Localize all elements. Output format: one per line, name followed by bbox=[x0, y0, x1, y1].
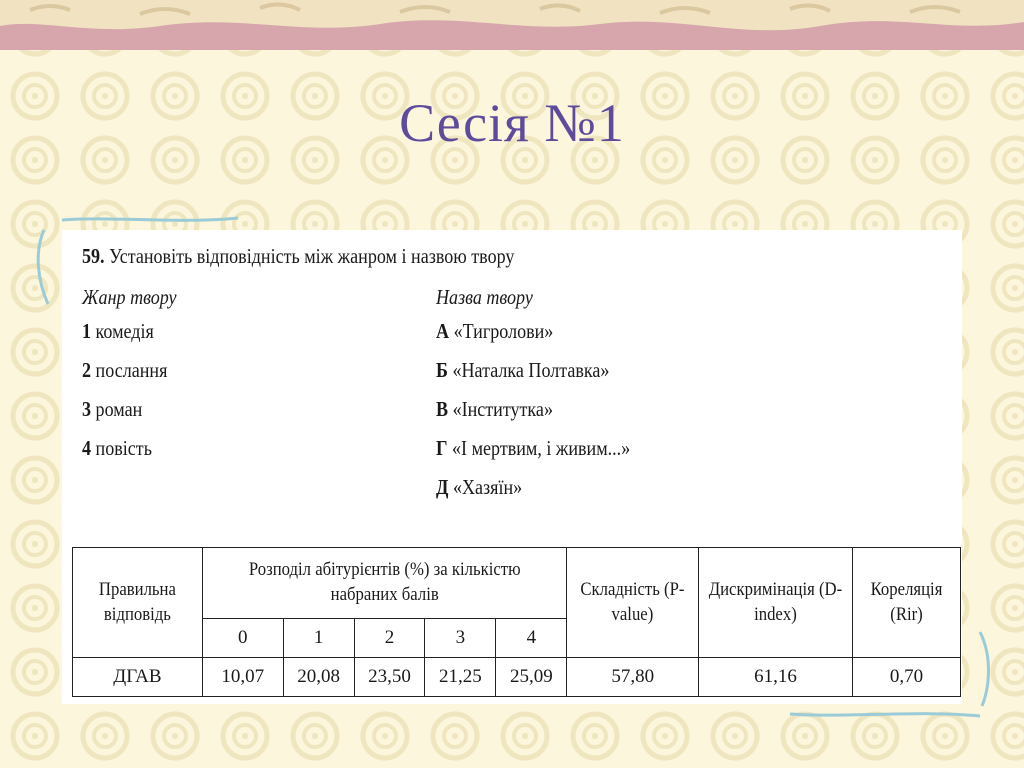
genre-label: повість bbox=[95, 436, 152, 460]
title-column bbox=[436, 282, 662, 507]
title-label: «І мертвим, і живим...» bbox=[452, 436, 631, 460]
title-item bbox=[436, 312, 630, 351]
title-key: А bbox=[436, 319, 450, 343]
title-item bbox=[436, 429, 630, 468]
header-correlation: Кореляція (Rir) bbox=[852, 548, 960, 658]
genre-key: 3 bbox=[82, 397, 92, 421]
score-header: 0 bbox=[202, 619, 283, 658]
correct-answer-cell: ДГАВ bbox=[73, 658, 203, 697]
slide-title: Сесія №1 bbox=[399, 93, 625, 153]
genre-key: 2 bbox=[82, 358, 92, 382]
score-header: 3 bbox=[425, 619, 496, 658]
title-label: «Хазяїн» bbox=[452, 475, 523, 499]
question-number: 59. bbox=[82, 244, 105, 268]
header-discrimination: Дискримінація (D-index) bbox=[699, 548, 853, 658]
question-heading bbox=[82, 244, 514, 269]
score-cell: 21,25 bbox=[425, 658, 496, 697]
genre-label: роман bbox=[95, 397, 143, 421]
genre-key: 1 bbox=[82, 319, 92, 343]
header-distribution: Розподіл абітурієнтів (%) за кількістю набраних балів bbox=[202, 548, 566, 619]
table-row bbox=[73, 658, 961, 697]
score-header: 4 bbox=[496, 619, 567, 658]
genre-key: 4 bbox=[82, 436, 92, 460]
genre-item bbox=[82, 390, 177, 429]
score-cell: 20,08 bbox=[283, 658, 354, 697]
header-difficulty: Складність (P-value) bbox=[567, 548, 699, 658]
genre-item bbox=[82, 429, 177, 468]
score-header: 1 bbox=[283, 619, 354, 658]
score-header: 2 bbox=[354, 619, 425, 658]
genre-item bbox=[82, 351, 177, 390]
test-question-card bbox=[62, 230, 962, 704]
title-header: Назва твору bbox=[436, 285, 533, 309]
genre-column bbox=[82, 282, 192, 468]
genre-item bbox=[82, 312, 177, 351]
score-cell: 23,50 bbox=[354, 658, 425, 697]
title-item bbox=[436, 351, 630, 390]
decorative-top-band bbox=[0, 0, 1024, 50]
statistics-table bbox=[72, 547, 961, 697]
score-cell: 10,07 bbox=[202, 658, 283, 697]
title-key: Д bbox=[436, 475, 449, 499]
discrimination-cell: 61,16 bbox=[699, 658, 853, 697]
correlation-cell: 0,70 bbox=[852, 658, 960, 697]
title-key: В bbox=[436, 397, 449, 421]
title-key: Г bbox=[436, 436, 448, 460]
title-label: «Наталка Полтавка» bbox=[452, 358, 610, 382]
genre-label: комедія bbox=[95, 319, 154, 343]
header-correct-answer: Правильна відповідь bbox=[73, 548, 203, 658]
title-item bbox=[436, 390, 630, 429]
title-key: Б bbox=[436, 358, 448, 382]
genre-label: послання bbox=[95, 358, 168, 382]
title-item bbox=[436, 468, 630, 507]
difficulty-cell: 57,80 bbox=[567, 658, 699, 697]
genre-header: Жанр твору bbox=[82, 285, 177, 309]
score-cell: 25,09 bbox=[496, 658, 567, 697]
question-text: Установіть відповідність між жанром і назвою твору bbox=[109, 244, 515, 268]
title-label: «Інститутка» bbox=[452, 397, 553, 421]
title-label: «Тигролови» bbox=[453, 319, 554, 343]
